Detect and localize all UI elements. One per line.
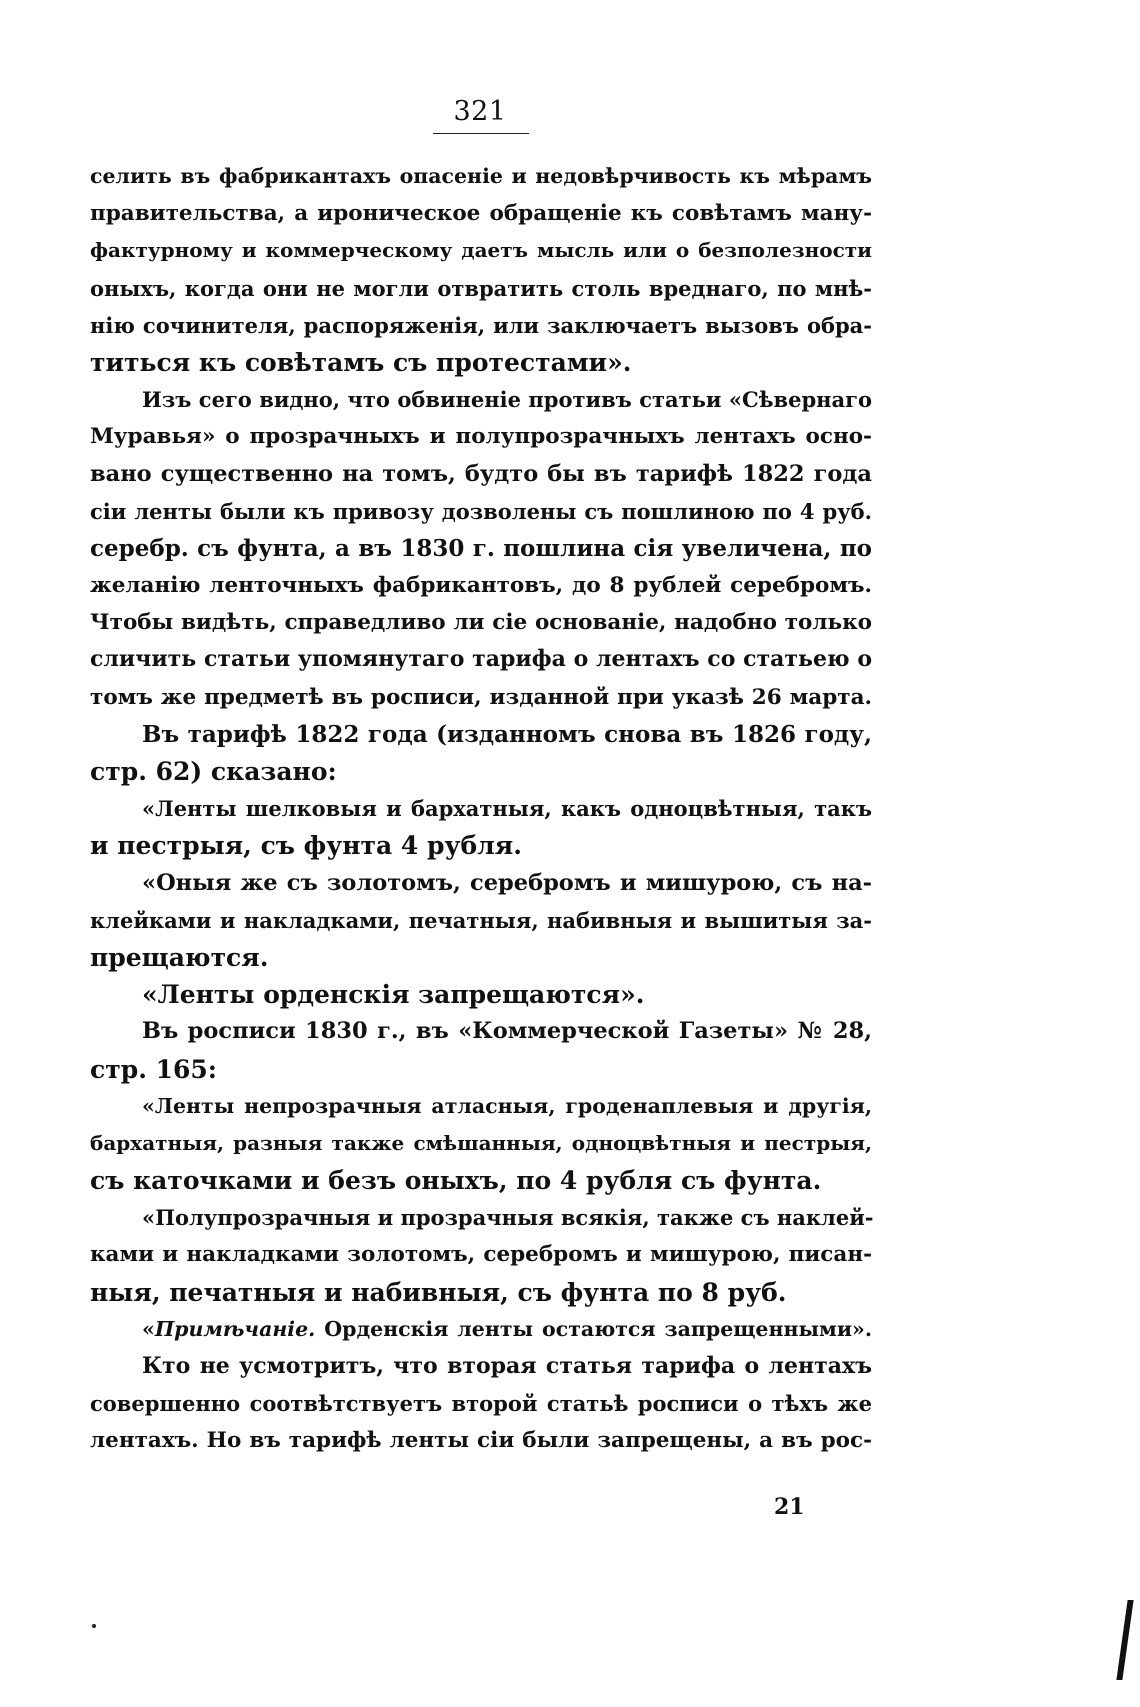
text-line: Муравья» о прозрачныхъ и полупрозрачныхъ лентахъ осно-: [90, 424, 872, 450]
text-line: сіи ленты были къ привозу дозволены съ пошлиною по 4 руб.: [90, 498, 872, 524]
text-line: сличить статьи упомянутаго тарифа о лентахъ со статьею о: [90, 646, 872, 673]
scan-speck: [92, 1624, 96, 1628]
page-number-rule: [433, 133, 529, 134]
note-line: [90, 1311, 872, 1348]
scan-edge-mark: [1116, 1600, 1133, 1680]
text-line: Въ тарифѣ 1822 года (изданномъ снова въ 1826 году,: [142, 720, 872, 748]
quote-line: съ каточками и безъ оныхъ, по 4 рубля съ фунта.: [90, 1166, 822, 1196]
text-line: желанію ленточныхъ фабрикантовъ, до 8 рублей серебромъ.: [90, 573, 872, 599]
quote-line: клейками и накладками, печатныя, набивныя и вышитыя за-: [90, 907, 872, 933]
text-line: Чтобы видѣть, справедливо ли сіе основаніе, надобно только: [90, 610, 872, 636]
quote-line: ныя, печатныя и набивныя, съ фунта по 8 руб.: [90, 1277, 787, 1307]
body-text: [90, 158, 872, 1460]
text-line: стр. 62) сказано:: [90, 757, 337, 786]
quote-line: ками и накладками золотомъ, серебромъ и мишурою, писан-: [90, 1242, 872, 1268]
text-line: титься къ совѣтамъ съ протестами».: [90, 347, 632, 377]
note-text: Орденскія ленты остаются запрещенными».: [315, 1316, 872, 1341]
signature-mark: 21: [774, 1494, 805, 1520]
text-line: стр. 165:: [90, 1054, 218, 1084]
text-line: Въ росписи 1830 г., въ «Коммерческой Газеты» № 28,: [142, 1018, 872, 1045]
quote-line: «Ленты шелковыя и бархатныя, какъ одноцвѣтныя, такъ: [142, 796, 872, 822]
text-line: вано существенно на томъ, будто бы въ тарифѣ 1822 года: [90, 460, 872, 487]
text-line: нію сочинителя, распоряженія, или заключаетъ вызовъ обра-: [90, 312, 872, 338]
quote-line: «Полупрозрачныя и прозрачныя всякія, также съ наклей-: [142, 1205, 874, 1231]
text-line: селить въ фабрикантахъ опасеніе и недовѣрчивость къ мѣрамъ: [90, 164, 872, 188]
text-line: фактурному и коммерческому даетъ мысль или о безполезности: [90, 238, 872, 263]
quote-line: бархатныя, разныя также смѣшанныя, одноцвѣтныя и пестрыя,: [90, 1130, 872, 1155]
text-line: правительства, а ироническое обращеніе къ совѣтамъ ману-: [90, 201, 872, 227]
quote-line: «Ленты непрозрачныя атласныя, гроденаплевыя и другія,: [142, 1093, 872, 1118]
quote-line: «Ленты орденскія запрещаются».: [142, 980, 645, 1010]
page-number: 321: [453, 96, 507, 127]
text-line: совершенно соотвѣтствуетъ второй статьѣ росписи о тѣхъ же: [90, 1391, 872, 1417]
text-line: Кто не усмотритъ, что вторая статья тарифа о лентахъ: [142, 1353, 872, 1379]
text-line: лентахъ. Но въ тарифѣ ленты сіи были запрещены, а въ рос-: [90, 1428, 872, 1454]
text-line: томъ же предметѣ въ росписи, изданной при указѣ 26 марта.: [90, 684, 872, 710]
quote-line: «Оныя же съ золотомъ, серебромъ и мишурою, съ на-: [142, 869, 872, 896]
note-open-quote: «: [142, 1316, 155, 1341]
quote-line: и пестрыя, съ фунта 4 рубля.: [90, 831, 522, 861]
text-line: Изъ сего видно, что обвиненіе противъ статьи «Сѣвернаго: [142, 387, 872, 413]
quote-line: прещаются.: [90, 942, 269, 972]
text-line: серебр. съ фунта, а въ 1830 г. пошлина сія увеличена, по: [90, 534, 872, 562]
note-label: Примѣчаніе.: [154, 1316, 316, 1341]
text-line: оныхъ, когда они не могли отвратить столь вреднаго, по мнѣ-: [90, 275, 872, 301]
